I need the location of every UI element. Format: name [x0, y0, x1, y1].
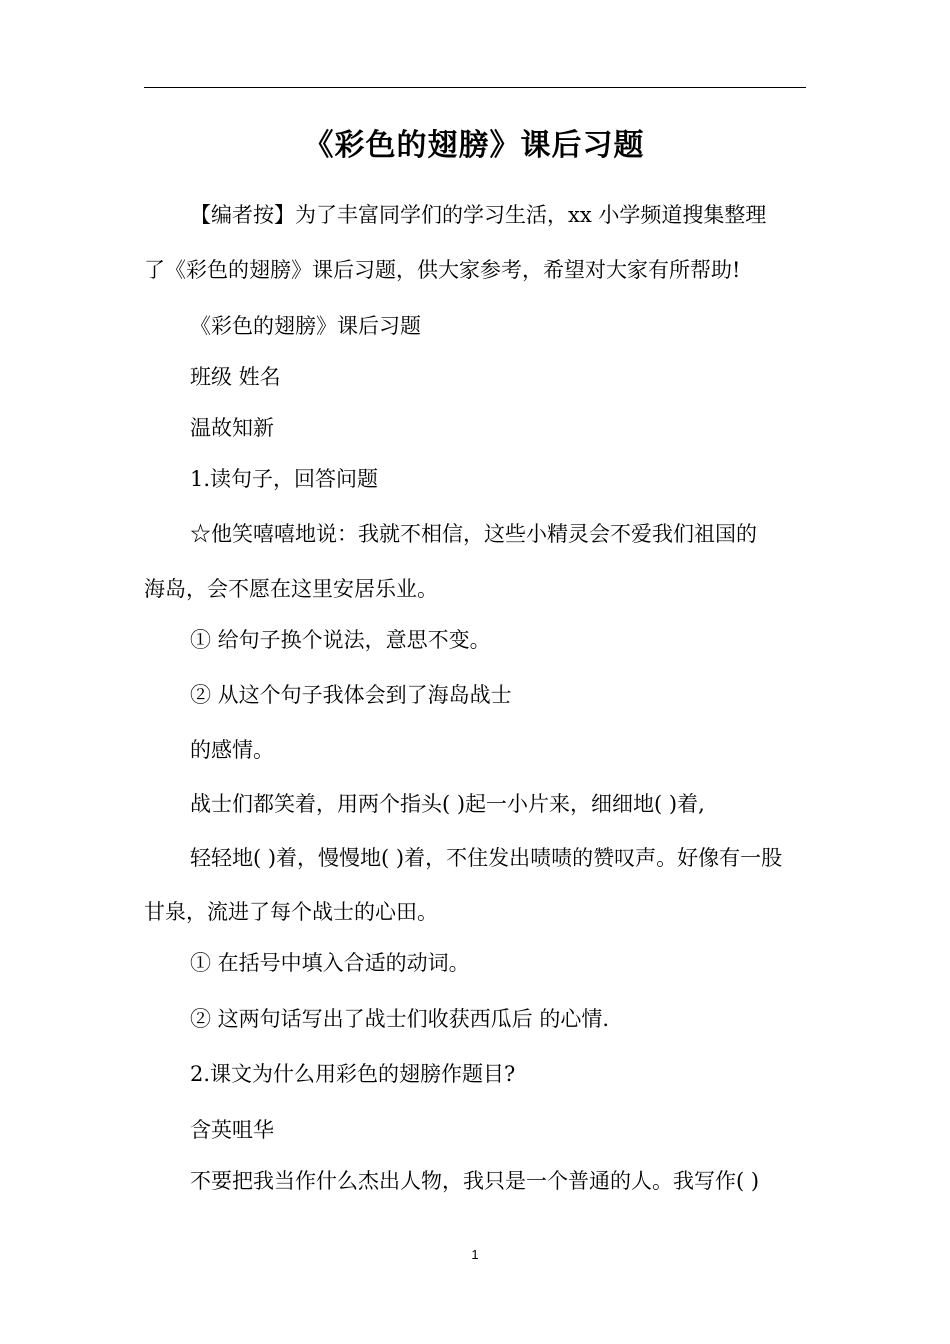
- paragraph-line: 1.读句子，回答问题: [190, 467, 379, 491]
- paragraph-line: 温故知新: [190, 416, 274, 440]
- paragraph-line: 海岛，会不愿在这里安居乐业。: [144, 577, 438, 601]
- document-title: 《彩色的翅膀》课后习题: [303, 128, 645, 163]
- paragraph-line: 班级 姓名: [190, 365, 281, 389]
- paragraph-line: 【编者按】为了丰富同学们的学习生活，xx 小学频道搜集整理: [190, 203, 767, 227]
- paragraph-line: 了《彩色的翅膀》课后习题，供大家参考，希望对大家有所帮助!: [144, 258, 741, 282]
- paragraph-line: 轻轻地( )着，慢慢地( )着，不住发出啧啧的赞叹声。好像有一股: [190, 846, 783, 870]
- paragraph-line: 战士们都笑着，用两个指头( )起一小片来，细细地( )着,: [190, 792, 705, 816]
- paragraph-line: ① 在括号中填入合适的动词。: [190, 951, 470, 975]
- paragraph-line: ② 从这个句子我体会到了海岛战士: [190, 683, 512, 707]
- header-rule: [144, 87, 806, 88]
- paragraph-line: 《彩色的翅膀》课后习题: [190, 314, 421, 338]
- paragraph-line: 不要把我当作什么杰出人物，我只是一个普通的人。我写作( ): [190, 1169, 760, 1193]
- paragraph-line: 甘泉，流进了每个战士的心田。: [144, 900, 438, 924]
- paragraph-line: 2.课文为什么用彩色的翅膀作题目?: [190, 1062, 516, 1086]
- paragraph-line: ① 给句子换个说法，意思不变。: [190, 628, 491, 652]
- paragraph-line: ☆他笑嘻嘻地说：我就不相信，这些小精灵会不爱我们祖国的: [190, 522, 757, 546]
- paragraph-line: 含英咀华: [190, 1118, 274, 1142]
- page-number: 1: [471, 1247, 479, 1262]
- paragraph-line: ② 这两句话写出了战士们收获西瓜后 的心情.: [190, 1007, 610, 1031]
- paragraph-line: 的感情。: [190, 738, 274, 762]
